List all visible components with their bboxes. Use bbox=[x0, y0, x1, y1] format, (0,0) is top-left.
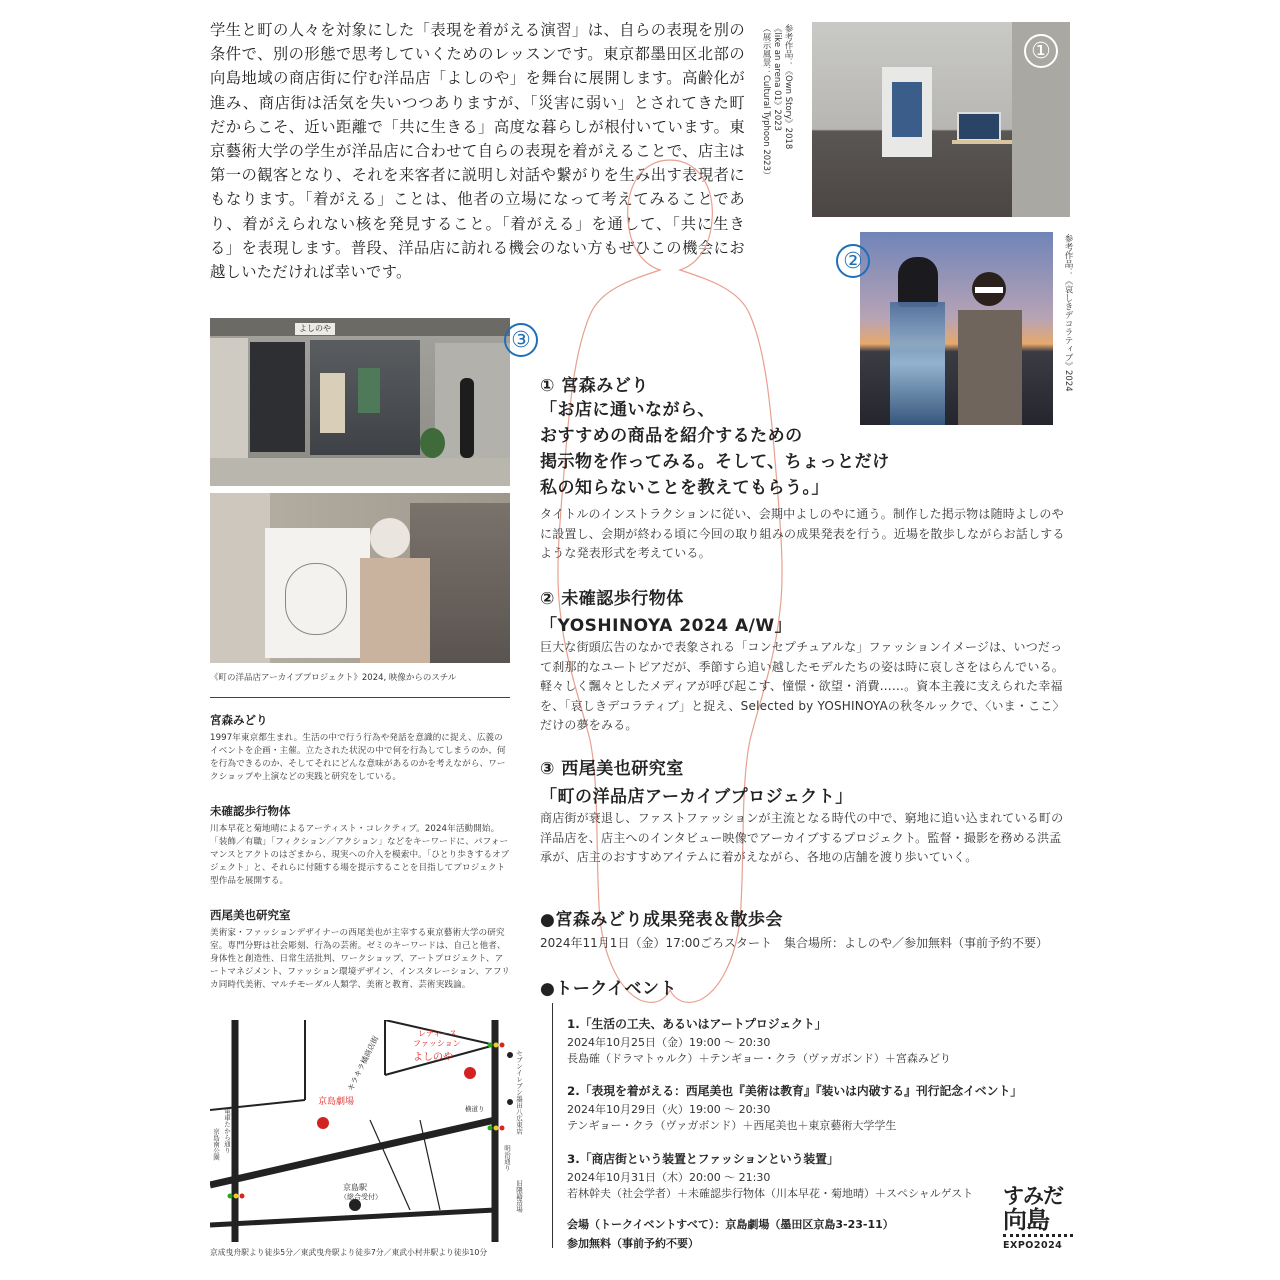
bio-name: 未確認歩行物体 bbox=[210, 804, 291, 818]
section1-title-line4: 私の知らないことを教えてもらう。」 bbox=[540, 478, 829, 498]
bio-text: 川本早花と菊地晴によるアーティスト・コレクティブ。2024年活動開始。「装飾／有職」「フィクション／アクション」などをキーワードに、パフォーマンスとアクトのはざまから、現実への介入を模索中。「ひとり歩きするオブジェクト」と、それらに付随する場を提示することを目指してプロジェクト型作品を展開する。 bbox=[210, 824, 510, 887]
divider bbox=[210, 697, 510, 698]
section1-title bbox=[540, 397, 980, 501]
event1-heading: ●宮森みどり成果発表＆散歩会 bbox=[540, 910, 783, 930]
section3-body: 商店街が衰退し、ファストファッションが主流となる時代の中で、窮地に追い込まれている町の洋品店を、店主へのインタビュー映像でアーカイブするプロジェクト。監督・撮影を務める洪孟承が、店主のおすすめアイテムに着がえながら、各地の店舗を渡り歩いていく。 bbox=[540, 811, 1064, 864]
photo-yoshinoya-storefront bbox=[210, 318, 510, 486]
photo1-caption-line1: 参考作品：《Own Story》2018 bbox=[783, 24, 793, 150]
talk-item-people: 若林幹夫（社会学者）＋未確認歩行物体（川本早花・菊地晴）＋スペシャルゲスト bbox=[567, 1186, 974, 1200]
map-shop-label1: レディース bbox=[418, 1029, 457, 1038]
intro-paragraph: 学生と町の人々を対象にした「表現を着がえる演習」は、自らの表現を別の条件で、別の形態で思考していくためのレッスンです。東京都墨田区北部の向島地域の商店街に佇む洋品店「よしのや」を舞台に展開します。高齢化が進み、商店街は活気を失いつつありますが、「災害に弱い」とされてきた町だからこそ、近い距離で「共に生きる」高度な暮らしが根付いています。東京藝術大学の学生が洋品店に合わせて自らの表現を着がえることで、店主は第一の観客となり、それを来客者に説明し対話や繋がりを生み出す表現者にもなります。「着がえる」ことは、他者の立場になって考えてみることであり、着がえられない核を発見すること。「着がえる」を通して、「共に生きる」を表現します。普段、洋品店に訪れる機会のない方もぜひこの機会にお越しいただければ幸いです。 bbox=[210, 21, 745, 282]
section1-title-line2: おすすめの商品を紹介するための bbox=[540, 426, 803, 446]
photo3-caption: 《町の洋品店アーカイブプロジェクト》2024, 映像からのスチル bbox=[210, 673, 457, 683]
bio-name: 西尾美也研究室 bbox=[210, 908, 291, 922]
talk-item-date: 2024年10月29日（火）19:00 〜 20:30 bbox=[567, 1103, 771, 1116]
section1-title-line3: 掲示物を作ってみる。そして、ちょっとだけ bbox=[540, 452, 890, 472]
bio-mikakunin bbox=[210, 803, 510, 888]
talk-item-date: 2024年10月25日（金）19:00 〜 20:30 bbox=[567, 1036, 771, 1049]
bio-miyamori bbox=[210, 712, 510, 784]
photo1-number-badge: ① bbox=[1024, 34, 1058, 68]
logo-line2: 向島 bbox=[1003, 1206, 1049, 1234]
sumida-expo-logo bbox=[1003, 1185, 1073, 1251]
talk-item-date: 2024年10月31日（木）20:00 〜 21:30 bbox=[567, 1171, 771, 1184]
bio-text: 1997年東京都生まれ。生活の中で行う行為や発話を意識的に捉え、広義のイベントを企画・主催。立たされた状況の中で何を行為してしまうのか、何を行為できるのか、そしてそれにどんな意味があるのかを考えながら、ワークショップや上演などの実践と研究をしている。 bbox=[210, 733, 506, 783]
talk-item-2 bbox=[567, 1082, 1022, 1133]
bio-text: 美術家・ファッションデザイナーの西尾美也が主宰する東京藝術大学の研究室。専門分野は社会彫刻、行為の芸術。ゼミのキーワードは、自己と他者、身体性と創造性、日常生活批判、ワークショップ、アートプロジェクト、アートマネジメント、ファッション環境デザイン、インスタレーション、アフリカ同時代美術、マルチモーダル人類学、美術と教育、芸術実践論。 bbox=[210, 928, 510, 991]
section1-body: タイトルのインストラクションに従い、会期中よしのやに通う。制作した掲示物は随時よしのやに設置し、会期が終わる頃に今回の取り組みの成果発表を行う。近場を散歩しながらお話しするような発表形式を考えている。 bbox=[540, 507, 1065, 560]
map-street-label: キラキラ橘商店街 bbox=[345, 1034, 381, 1093]
map-access-text: 京成曳舟駅より徒歩5分／東武曳舟駅より徒歩7分／東武小村井駅より徒歩10分 bbox=[210, 1248, 488, 1257]
map-theater-label: 京島劇場 bbox=[318, 1097, 355, 1107]
map-seven-label: セブンイレブン墨田八広東店 bbox=[515, 1050, 523, 1135]
talk-vertical-line bbox=[552, 1003, 553, 1248]
talk-item-1 bbox=[567, 1015, 951, 1066]
map-shop-label2: ファッション bbox=[413, 1039, 461, 1048]
talk-venue: 会場（トークイベントすべて）：京島劇場（墨田区京島3-23-11） bbox=[567, 1218, 894, 1231]
bio-nishio-lab bbox=[210, 907, 510, 992]
photo-shop-owner-tshirt bbox=[210, 493, 510, 663]
logo-line1: すみだ bbox=[1003, 1184, 1063, 1208]
photo2-caption: 参考作品：《哀しきデコラティブ》2024 bbox=[1063, 234, 1073, 392]
photo2-number-badge: ② bbox=[836, 244, 870, 278]
figure-outline-illustration bbox=[520, 140, 820, 1020]
photo1-caption-line2: 《like an arena 01》2023 bbox=[772, 24, 782, 132]
bio-name: 宮森みどり bbox=[210, 713, 268, 727]
shop-sign: よしのや bbox=[295, 323, 335, 335]
section3-title: 「町の洋品店アーカイブプロジェクト」 bbox=[540, 787, 853, 807]
talk-heading: ●トークイベント bbox=[540, 979, 677, 999]
map-station-sub: （総合受付） bbox=[340, 1193, 382, 1201]
map-kyucho-label: 旧隈籍造場 bbox=[515, 1180, 523, 1213]
event1-detail: 2024年11月1日（金）17:00ごろスタート 集合場所：よしのや／参加無料（事前予約不要） bbox=[540, 936, 1049, 950]
talk-item-title: 3.「商店街という装置とファッションという装置」 bbox=[567, 1152, 839, 1166]
map-densha-label: 電車たから通り bbox=[223, 1108, 231, 1154]
section2-body: 巨大な街頭広告のなかで表象される「コンセプチュアルな」ファッションイメージは、いつだって刹那的なユートピアだが、季節すら追い越したモデルたちの姿は時に哀しさをはらんでいる。軽々しく飄々としたメディアが呼び起こす、憧憬・欲望・消費……。資本主義に支えられた幸福を、「哀しきデコラティブ」と捉え、Selected by YOSHINOYAの秋冬ルックで、〈いま・ここ〉だけの夢をみる。 bbox=[540, 640, 1065, 732]
section2-heading: ② 未確認歩行物体 bbox=[540, 589, 684, 609]
map-yokoku-label: 横道り bbox=[465, 1105, 485, 1113]
photo1-caption-line3: （展示風景：Cultural Typhoon 2023） bbox=[761, 24, 771, 180]
section3-heading: ③ 西尾美也研究室 bbox=[540, 759, 684, 779]
talk-item-title: 2.「表現を着がえる：西尾美也『美術は教育』『装いは内破する』刊行記念イベント」 bbox=[567, 1084, 1023, 1098]
talk-item-title: 1.「生活の工夫、あるいはアートプロジェクト」 bbox=[567, 1017, 827, 1031]
section1-title-line1: 「お店に通いながら、 bbox=[540, 400, 715, 420]
talk-item-people: 長島確（ドラマトゥルク）＋テンギョー・クラ（ヴァガボンド）＋宮森みどり bbox=[567, 1051, 951, 1065]
map-meiji-label: 明治通り bbox=[503, 1145, 511, 1171]
talk-fee: 参加無料（事前予約不要） bbox=[567, 1237, 699, 1250]
map-shop-name: よしのや bbox=[413, 1052, 453, 1063]
map-station-label: 京島駅 bbox=[343, 1183, 367, 1192]
logo-line3: EXPO2024 bbox=[1003, 1240, 1063, 1251]
section1-heading: ① 宮森みどり bbox=[540, 376, 649, 396]
section2-title: 「YOSHINOYA 2024 A/W」 bbox=[540, 616, 793, 636]
talk-item-3 bbox=[567, 1150, 973, 1201]
map-kyujima-label: 京島南公園 bbox=[212, 1128, 220, 1161]
access-map bbox=[210, 1020, 530, 1242]
talk-item-people: テンギョー・クラ（ヴァガボンド）＋西尾美也＋東京藝術大学学生 bbox=[567, 1118, 897, 1132]
photo3-number-badge: ③ bbox=[504, 323, 538, 357]
